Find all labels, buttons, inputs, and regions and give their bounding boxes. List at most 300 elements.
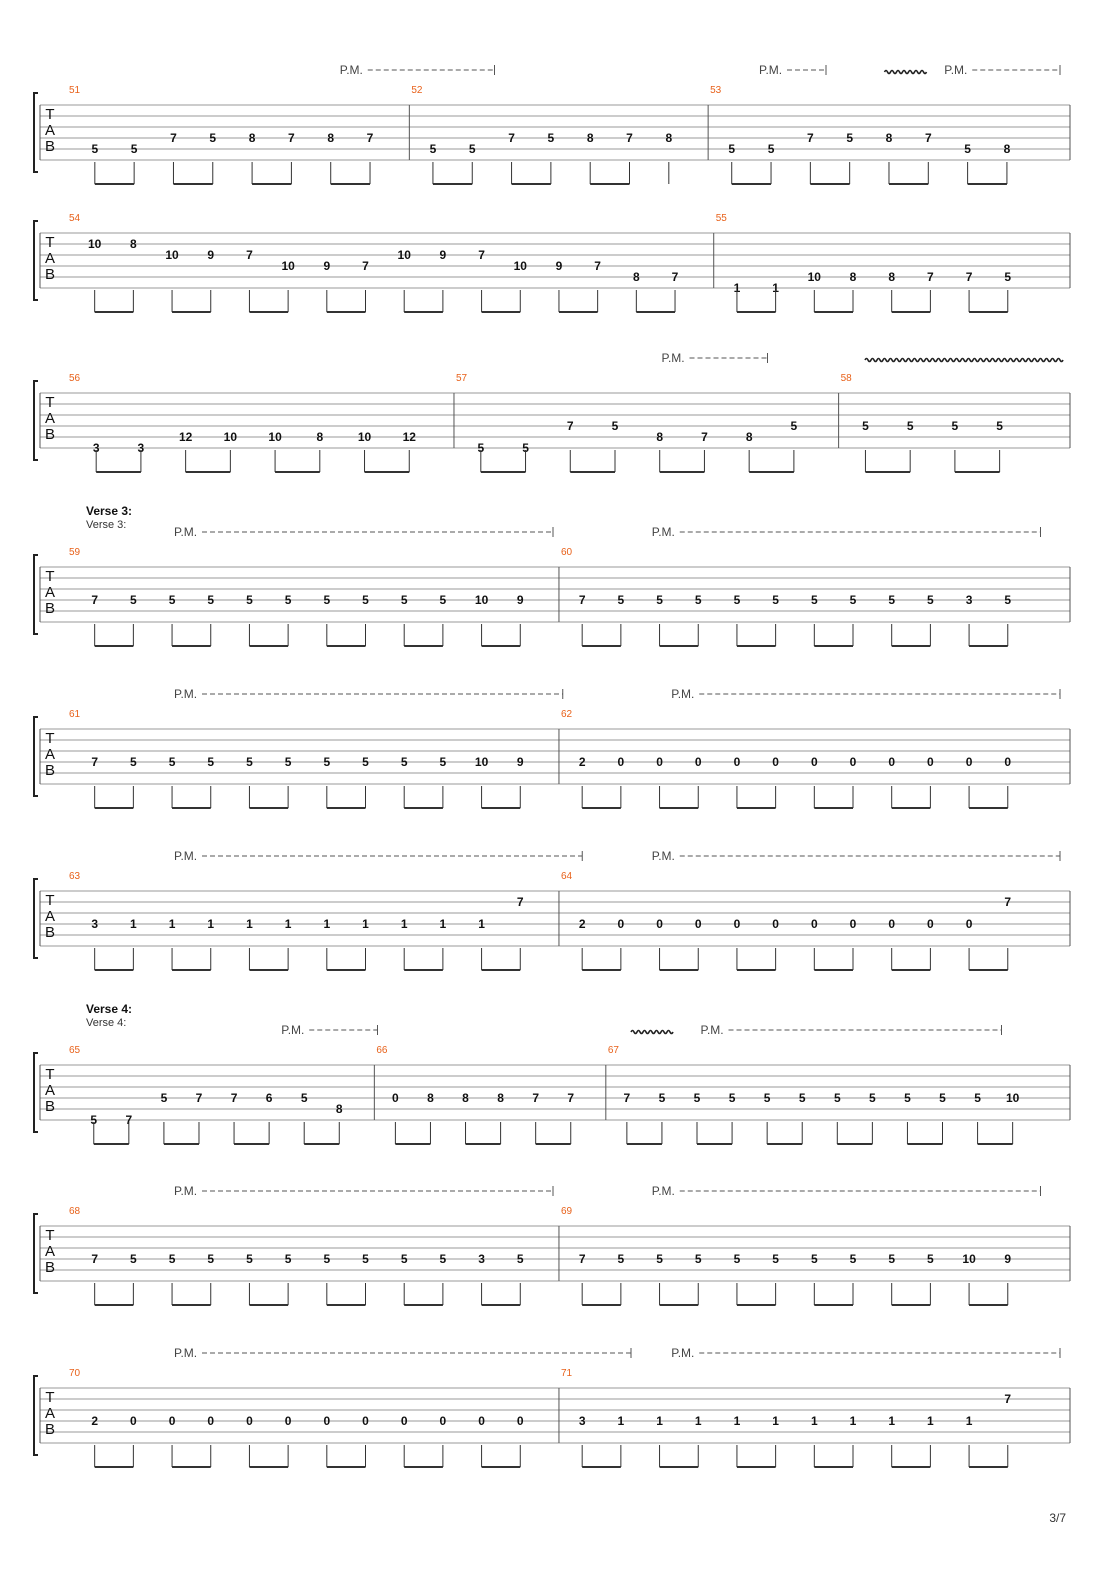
fret-number: 5 (904, 1091, 911, 1105)
fret-number: 5 (439, 1252, 447, 1266)
tab-clef-letter: A (44, 1243, 56, 1260)
fret-number: 1 (246, 917, 253, 931)
fret-number: 1 (439, 917, 447, 931)
fret-number: 10 (223, 430, 238, 444)
fret-number: 5 (869, 1091, 876, 1105)
fret-number: 1 (478, 917, 485, 931)
fret-number: 7 (288, 131, 295, 145)
fret-number: 10 (1005, 1091, 1020, 1105)
bar-number: 57 (455, 373, 468, 384)
fret-number: 7 (195, 1091, 203, 1105)
fret-number: 5 (439, 593, 447, 607)
fret-number: 7 (623, 1091, 631, 1105)
tab-clef-letter: T (45, 1389, 55, 1406)
bar-number: 52 (411, 85, 423, 96)
system-bracket (34, 879, 38, 958)
tab-clef-letter: T (45, 394, 55, 411)
fret-number: 8 (586, 131, 594, 145)
tab-clef-letter: B (44, 1421, 56, 1438)
fret-number: 8 (656, 430, 664, 444)
section-label: Verse 4: (86, 1017, 127, 1029)
tab-clef-letter: T (45, 106, 55, 123)
fret-number: 1 (207, 917, 215, 931)
fret-number: 5 (90, 1113, 98, 1127)
fret-number: 0 (965, 917, 973, 931)
section-marker: Verse 3: (86, 504, 133, 518)
fret-number: 7 (701, 430, 708, 444)
fret-number: 10 (474, 593, 489, 607)
tab-clef-letter: B (44, 600, 56, 617)
fret-number: 7 (578, 1252, 586, 1266)
fret-number: 0 (323, 1414, 331, 1428)
vibrato-mark (631, 1031, 673, 1034)
fret-number: 0 (439, 1414, 447, 1428)
fret-number: 7 (362, 259, 369, 273)
fret-number: 1 (168, 917, 176, 931)
fret-number: 5 (939, 1091, 946, 1105)
fret-number: 8 (849, 270, 857, 284)
fret-number: 8 (632, 270, 640, 284)
fret-number: 7 (626, 131, 633, 145)
fret-number: 8 (665, 131, 673, 145)
fret-number: 0 (656, 917, 663, 931)
palm-mute-label: P.M. (174, 849, 198, 863)
palm-mute-label: P.M. (174, 1346, 198, 1360)
palm-mute-label: P.M. (671, 1346, 695, 1360)
fret-number: 7 (566, 419, 574, 433)
system-bracket (34, 1376, 38, 1455)
fret-number: 0 (656, 755, 663, 769)
fret-number: 0 (400, 1414, 408, 1428)
fret-number: 5 (611, 419, 619, 433)
fret-number: 8 (745, 430, 753, 444)
fret-number: 1 (694, 1414, 702, 1428)
fret-number: 7 (594, 259, 601, 273)
fret-number: 5 (323, 1252, 331, 1266)
fret-number: 9 (516, 593, 524, 607)
fret-number: 5 (547, 131, 555, 145)
fret-number: 7 (91, 755, 99, 769)
fret-number: 5 (656, 1252, 663, 1266)
fret-number: 5 (888, 593, 896, 607)
tab-clef-letter: B (44, 426, 56, 443)
fret-number: 7 (91, 593, 99, 607)
bar-number: 54 (69, 213, 81, 224)
fret-number: 10 (357, 430, 372, 444)
fret-number: 9 (207, 248, 215, 262)
fret-number: 5 (130, 1252, 137, 1266)
fret-number: 7 (671, 270, 679, 284)
bar-number: 53 (710, 85, 722, 96)
fret-number: 7 (170, 131, 177, 145)
tab-clef-letter: B (44, 266, 56, 283)
fret-number: 1 (323, 917, 331, 931)
fret-number: 5 (733, 1252, 741, 1266)
fret-number: 0 (694, 755, 702, 769)
bar-number: 61 (69, 709, 81, 720)
fret-number: 0 (810, 917, 818, 931)
fret-number: 5 (246, 593, 253, 607)
fret-number: 3 (137, 441, 145, 455)
palm-mute-label: P.M. (174, 687, 198, 701)
tab-system (34, 213, 1070, 312)
fret-number: 10 (87, 237, 102, 251)
fret-number: 1 (888, 1414, 896, 1428)
bar-number: 55 (715, 213, 727, 224)
fret-number: 5 (323, 755, 331, 769)
fret-number: 0 (617, 755, 625, 769)
fret-number: 1 (284, 917, 292, 931)
fret-number: 5 (209, 131, 217, 145)
fret-number: 0 (927, 917, 934, 931)
fret-number: 0 (965, 755, 973, 769)
fret-number: 10 (807, 270, 821, 284)
palm-mute-label: P.M. (944, 63, 968, 77)
fret-number: 7 (965, 270, 973, 284)
tab-system (34, 1346, 1070, 1467)
page-number: 3/7 (1049, 1511, 1066, 1525)
fret-number: 0 (927, 755, 934, 769)
fret-number: 5 (728, 1091, 736, 1105)
fret-number: 5 (516, 1252, 524, 1266)
fret-number: 5 (772, 593, 779, 607)
fret-number: 5 (951, 419, 959, 433)
fret-number: 3 (92, 441, 100, 455)
fret-number: 1 (733, 281, 741, 295)
fret-number: 10 (281, 259, 295, 273)
fret-number: 8 (427, 1091, 434, 1105)
fret-number: 5 (207, 1252, 215, 1266)
fret-number: 5 (728, 142, 736, 156)
fret-number: 1 (772, 281, 779, 295)
fret-number: 5 (207, 593, 215, 607)
fret-number: 5 (656, 593, 663, 607)
bar-number: 66 (376, 1045, 388, 1056)
tab-clef-letter: A (44, 746, 56, 763)
tab-system (34, 1002, 1070, 1144)
fret-number: 3 (578, 1414, 586, 1428)
fret-number: 5 (846, 131, 854, 145)
fret-number: 0 (849, 917, 857, 931)
bar-number: 60 (560, 547, 573, 558)
fret-number: 5 (130, 142, 138, 156)
tab-clef-letter: A (44, 410, 56, 427)
palm-mute-label: P.M. (651, 1184, 675, 1198)
fret-number: 9 (516, 755, 524, 769)
fret-number: 2 (578, 917, 586, 931)
fret-number: 5 (168, 593, 176, 607)
fret-number: 5 (849, 1252, 857, 1266)
palm-mute-label: P.M. (661, 351, 685, 365)
palm-mute-label: P.M. (651, 525, 675, 539)
fret-number: 3 (478, 1252, 485, 1266)
fret-number: 10 (474, 755, 489, 769)
fret-number: 2 (91, 1414, 99, 1428)
palm-mute-label: P.M. (174, 1184, 198, 1198)
tab-clef-letter: B (44, 1098, 56, 1115)
bar-number: 59 (69, 547, 81, 558)
fret-number: 5 (522, 441, 529, 455)
tab-clef-letter: T (45, 1066, 55, 1083)
fret-number: 5 (284, 1252, 292, 1266)
fret-number: 0 (849, 755, 857, 769)
fret-number: 10 (513, 259, 527, 273)
system-bracket (34, 221, 38, 300)
fret-number: 0 (617, 917, 625, 931)
fret-number: 5 (763, 1091, 771, 1105)
fret-number: 7 (567, 1091, 575, 1105)
system-bracket (34, 381, 38, 460)
bar-number: 64 (560, 871, 573, 882)
fret-number: 3 (91, 917, 99, 931)
system-bracket (34, 1053, 38, 1132)
fret-number: 5 (284, 755, 292, 769)
tab-clef-letter: T (45, 1227, 55, 1244)
fret-number: 7 (807, 131, 814, 145)
fret-number: 5 (733, 593, 741, 607)
tab-system (34, 504, 1070, 646)
vibrato-mark (865, 359, 1063, 362)
fret-number: 5 (323, 593, 331, 607)
fret-number: 1 (849, 1414, 857, 1428)
fret-number: 0 (888, 917, 896, 931)
fret-number: 7 (230, 1091, 238, 1105)
tab-clef-letter: A (44, 250, 56, 267)
fret-number: 7 (1004, 895, 1012, 909)
fret-number: 1 (130, 917, 137, 931)
fret-number: 7 (532, 1091, 540, 1105)
tab-clef-letter: A (44, 122, 56, 139)
fret-number: 7 (91, 1252, 99, 1266)
fret-number: 5 (693, 1091, 701, 1105)
tab-system (34, 849, 1070, 970)
fret-number: 5 (974, 1091, 981, 1105)
fret-number: 1 (617, 1414, 625, 1428)
fret-number: 5 (400, 1252, 408, 1266)
fret-number: 0 (478, 1414, 485, 1428)
tab-clef-letter: T (45, 730, 55, 747)
tab-system (34, 687, 1070, 808)
fret-number: 5 (284, 593, 292, 607)
fret-number: 0 (130, 1414, 137, 1428)
bar-number: 56 (69, 373, 81, 384)
palm-mute-label: P.M. (339, 63, 363, 77)
fret-number: 10 (165, 248, 179, 262)
fret-number: 9 (323, 259, 331, 273)
fret-number: 0 (733, 755, 741, 769)
fret-number: 0 (772, 755, 779, 769)
fret-number: 0 (810, 755, 818, 769)
fret-number: 1 (810, 1414, 818, 1428)
fret-number: 5 (906, 419, 914, 433)
fret-number: 0 (362, 1414, 369, 1428)
fret-number: 9 (1004, 1252, 1012, 1266)
fret-number: 9 (439, 248, 447, 262)
fret-number: 1 (362, 917, 369, 931)
fret-number: 5 (168, 755, 176, 769)
fret-number: 10 (962, 1252, 976, 1266)
fret-number: 5 (694, 593, 702, 607)
fret-number: 8 (248, 131, 256, 145)
tab-clef-letter: T (45, 568, 55, 585)
bar-number: 70 (69, 1368, 81, 1379)
palm-mute-label: P.M. (759, 63, 783, 77)
fret-number: 0 (392, 1091, 399, 1105)
fret-number: 5 (160, 1091, 168, 1105)
fret-number: 5 (91, 142, 99, 156)
fret-number: 5 (300, 1091, 308, 1105)
fret-number: 10 (397, 248, 411, 262)
fret-number: 7 (125, 1113, 133, 1127)
tab-clef-letter: T (45, 234, 55, 251)
fret-number: 5 (617, 1252, 625, 1266)
section-marker: Verse 4: (86, 1002, 133, 1016)
fret-number: 7 (246, 248, 253, 262)
tab-clef-letter: B (44, 924, 56, 941)
fret-number: 7 (478, 248, 485, 262)
fret-number: 5 (168, 1252, 176, 1266)
fret-number: 12 (178, 430, 193, 444)
fret-number: 8 (130, 237, 137, 251)
tab-clef-letter: B (44, 138, 56, 155)
fret-number: 5 (849, 593, 857, 607)
tab-clef-letter: T (45, 892, 55, 909)
fret-number: 5 (658, 1091, 666, 1105)
bar-number: 62 (560, 709, 573, 720)
fret-number: 5 (130, 755, 137, 769)
vibrato-mark (885, 71, 927, 74)
fret-number: 0 (888, 755, 896, 769)
fret-number: 5 (767, 142, 775, 156)
fret-number: 5 (617, 593, 625, 607)
fret-number: 8 (497, 1091, 504, 1105)
fret-number: 8 (335, 1102, 343, 1116)
bar-number: 68 (69, 1206, 81, 1217)
tab-system (34, 63, 1070, 184)
fret-number: 5 (964, 142, 971, 156)
fret-number: 5 (246, 1252, 253, 1266)
fret-number: 5 (833, 1091, 841, 1105)
fret-number: 5 (429, 142, 437, 156)
fret-number: 0 (694, 917, 702, 931)
fret-number: 1 (733, 1414, 741, 1428)
fret-number: 5 (927, 1252, 934, 1266)
fret-number: 5 (810, 593, 818, 607)
bar-number: 69 (560, 1206, 573, 1217)
fret-number: 5 (439, 755, 447, 769)
palm-mute-label: P.M. (700, 1023, 724, 1037)
system-bracket (34, 1214, 38, 1293)
fret-number: 8 (316, 430, 324, 444)
palm-mute-label: P.M. (174, 525, 198, 539)
fret-number: 5 (400, 755, 408, 769)
fret-number: 10 (268, 430, 282, 444)
bar-number: 67 (607, 1045, 619, 1056)
fret-number: 5 (130, 593, 137, 607)
palm-mute-label: P.M. (281, 1023, 305, 1037)
fret-number: 5 (468, 142, 476, 156)
fret-number: 5 (927, 593, 934, 607)
bar-number: 63 (69, 871, 81, 882)
fret-number: 8 (462, 1091, 469, 1105)
system-bracket (34, 93, 38, 172)
system-bracket (34, 555, 38, 634)
fret-number: 0 (516, 1414, 524, 1428)
fret-number: 5 (790, 419, 798, 433)
fret-number: 12 (402, 430, 416, 444)
tab-system (34, 351, 1070, 472)
fret-number: 1 (400, 917, 408, 931)
fret-number: 1 (656, 1414, 663, 1428)
fret-number: 5 (207, 755, 215, 769)
fret-number: 7 (578, 593, 586, 607)
fret-number: 0 (284, 1414, 292, 1428)
fret-number: 5 (246, 755, 253, 769)
tab-clef-letter: A (44, 584, 56, 601)
fret-number: 8 (885, 131, 893, 145)
palm-mute-label: P.M. (671, 687, 695, 701)
fret-number: 7 (366, 131, 374, 145)
fret-number: 5 (810, 1252, 818, 1266)
fret-number: 5 (400, 593, 408, 607)
fret-number: 7 (927, 270, 934, 284)
bar-number: 65 (69, 1045, 81, 1056)
tab-clef-letter: A (44, 1082, 56, 1099)
fret-number: 7 (1004, 1392, 1012, 1406)
system-bracket (34, 717, 38, 796)
tab-system (34, 1184, 1070, 1305)
tab-clef-letter: A (44, 908, 56, 925)
fret-number: 0 (733, 917, 741, 931)
fret-number: 1 (965, 1414, 973, 1428)
bar-number: 51 (69, 85, 81, 96)
fret-number: 5 (996, 419, 1003, 433)
fret-number: 3 (965, 593, 973, 607)
fret-number: 7 (516, 895, 524, 909)
fret-number: 5 (772, 1252, 779, 1266)
tab-clef-letter: A (44, 1405, 56, 1422)
fret-number: 9 (555, 259, 563, 273)
fret-number: 8 (1003, 142, 1011, 156)
fret-number: 5 (888, 1252, 896, 1266)
fret-number: 0 (168, 1414, 176, 1428)
bar-number: 58 (840, 373, 852, 384)
fret-number: 0 (246, 1414, 253, 1428)
fret-number: 5 (362, 1252, 369, 1266)
fret-number: 8 (327, 131, 335, 145)
section-label: Verse 3: (86, 519, 127, 531)
fret-number: 5 (1004, 270, 1012, 284)
fret-number: 1 (772, 1414, 779, 1428)
bar-number: 71 (560, 1368, 573, 1379)
fret-number: 7 (924, 131, 932, 145)
fret-number: 1 (927, 1414, 934, 1428)
fret-number: 5 (362, 593, 369, 607)
fret-number: 5 (362, 755, 369, 769)
fret-number: 6 (265, 1091, 273, 1105)
fret-number: 0 (207, 1414, 215, 1428)
fret-number: 0 (772, 917, 779, 931)
fret-number: 0 (1004, 755, 1012, 769)
tab-clef-letter: B (44, 762, 56, 779)
palm-mute-label: P.M. (651, 849, 675, 863)
fret-number: 5 (798, 1091, 806, 1105)
tab-clef-letter: B (44, 1259, 56, 1276)
fret-number: 5 (694, 1252, 702, 1266)
fret-number: 8 (888, 270, 896, 284)
fret-number: 5 (477, 441, 485, 455)
fret-number: 7 (508, 131, 515, 145)
